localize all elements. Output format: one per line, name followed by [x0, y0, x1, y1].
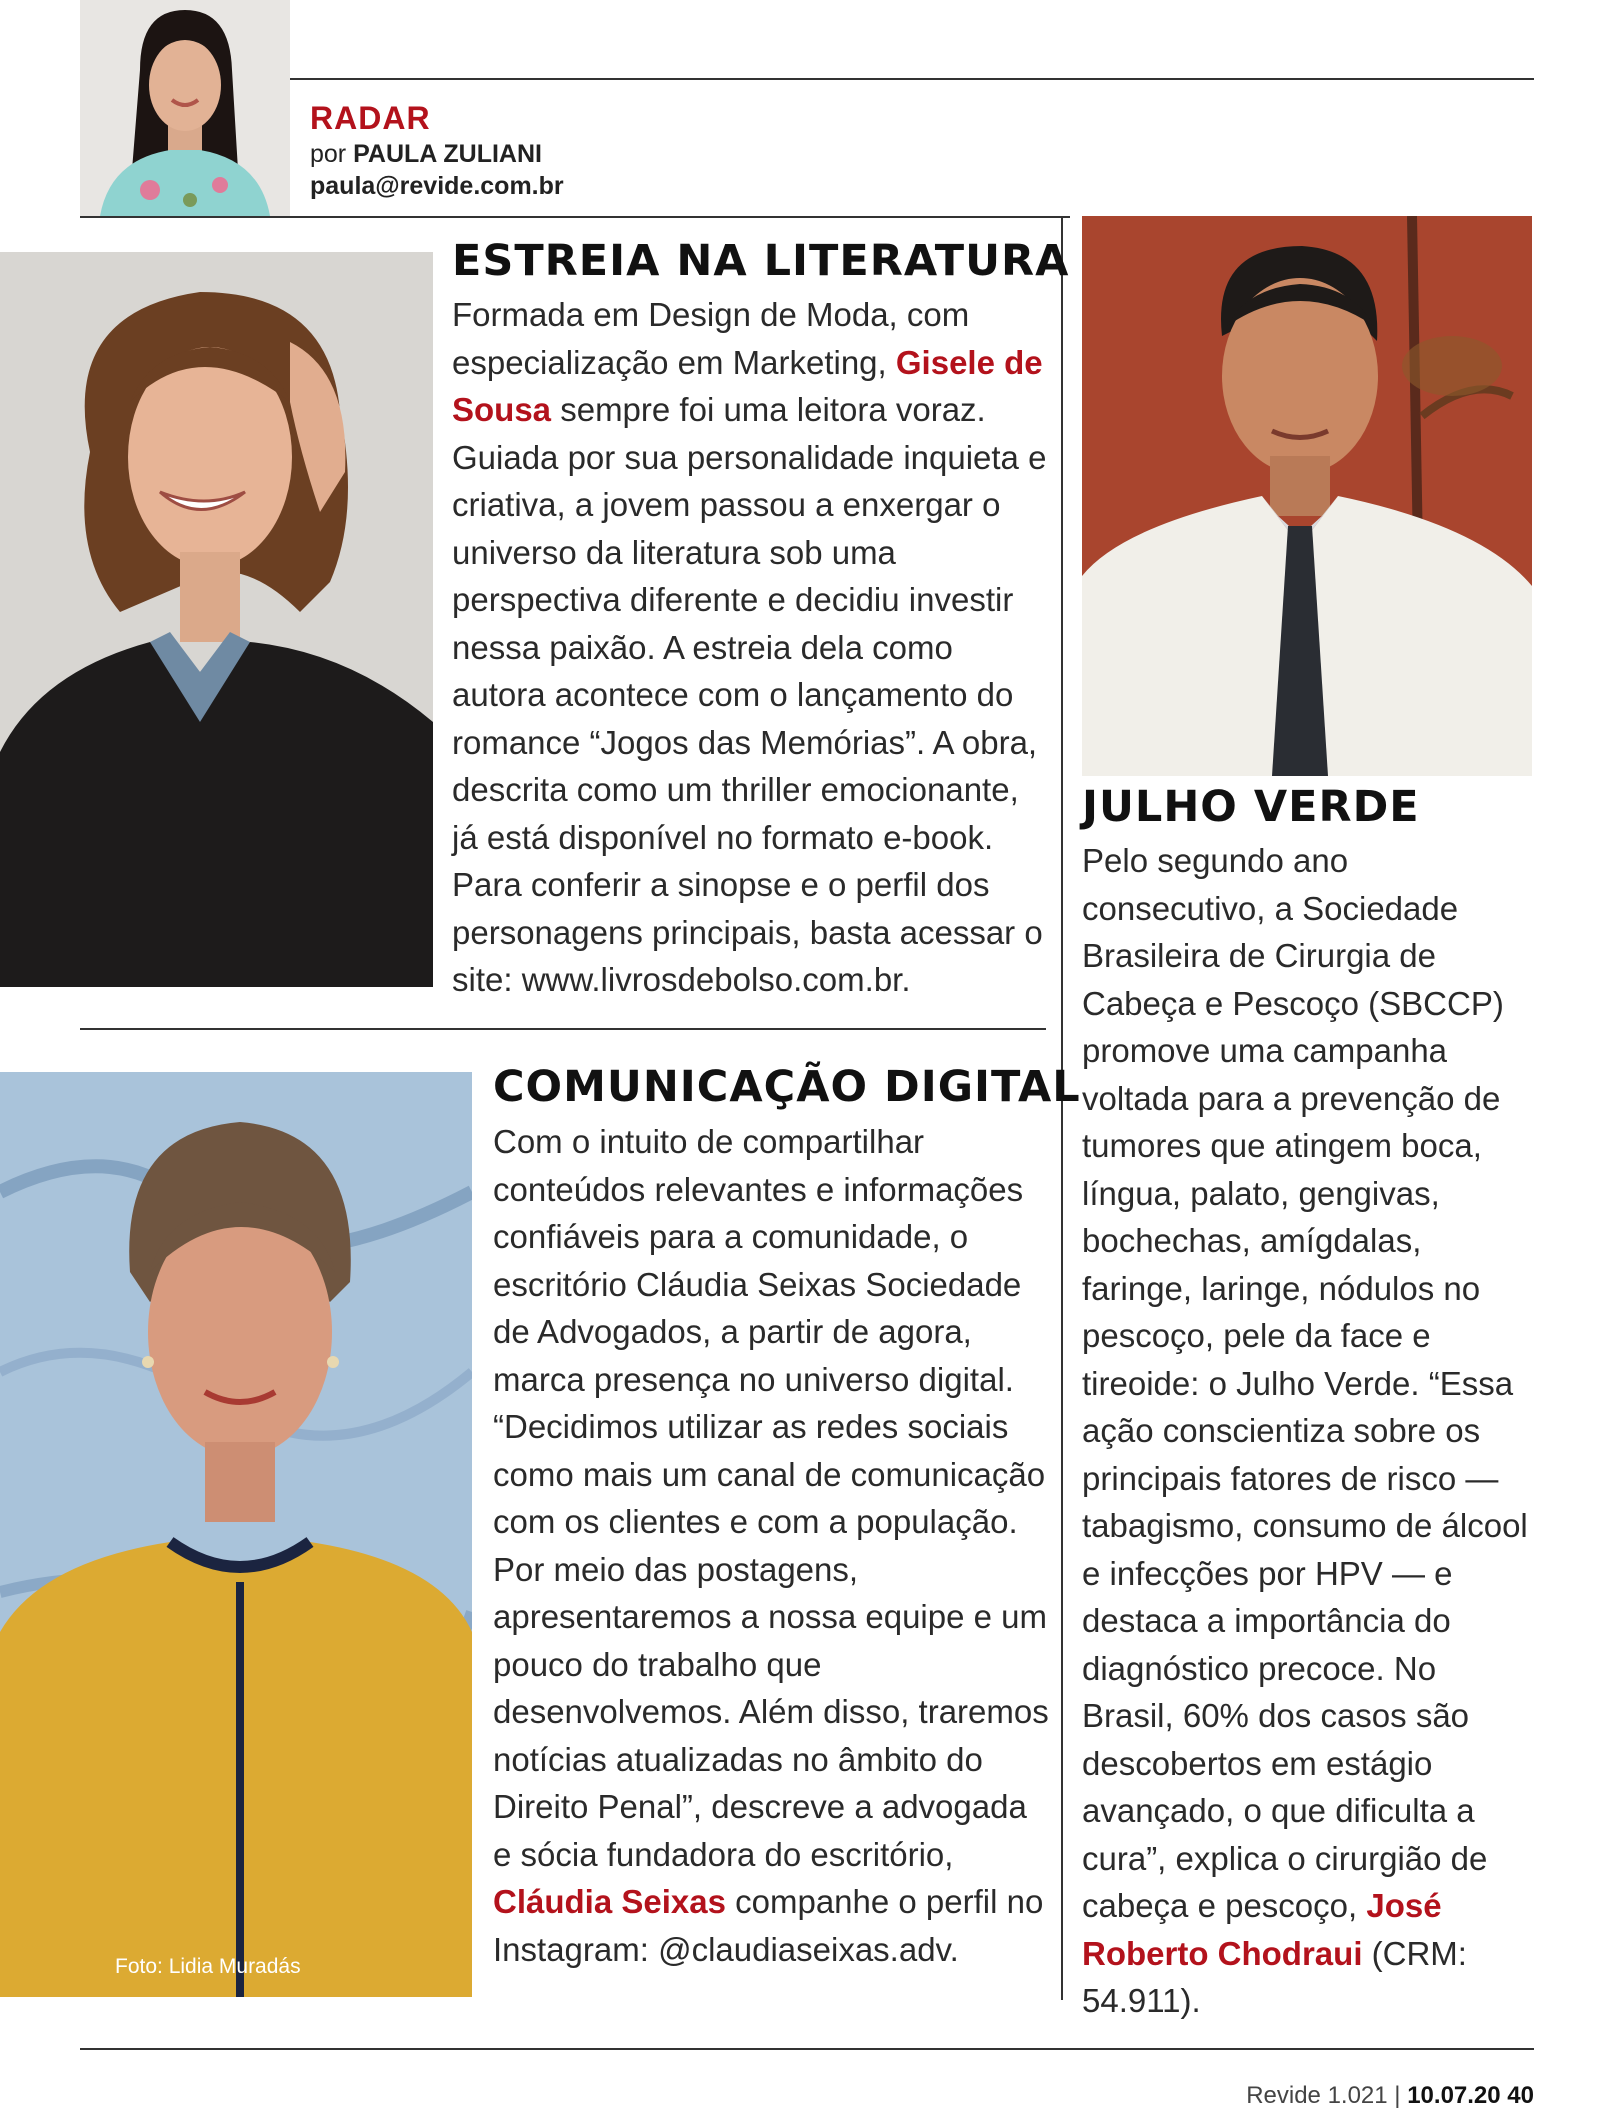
footer-rule [80, 2048, 1534, 2050]
body-literatura [452, 291, 1052, 1004]
byline [310, 140, 542, 169]
author-portrait [80, 0, 290, 216]
page-number: 40 [1507, 2082, 1534, 2109]
gisele-photo [0, 252, 433, 987]
headline-julho: JULHO VERDE [1082, 782, 1420, 832]
section-label: RADAR [310, 100, 431, 136]
name-claudia: Cláudia Seixas [493, 1883, 726, 1920]
headline-literatura: ESTREIA NA LITERATURA [452, 236, 1070, 286]
text-julho-before: Pelo segundo ano consecutivo, a Sociedade Brasileira de Cirurgia de Cabeça e Pescoço (SBCCP) promove uma campanha voltada para a prevenção de tumores que atingem boca, língua, palato, gengivas, bochechas, amígdalas, faringe, laringe, nódulos no pescoço, pele da face e tireoide: o Julho Verde. “Essa ação conscientiza sobre os principais fatores de risco — tabagismo, consumo de álcool e infecções por HPV — e destaca a importância do diagnóstico precoce. No Brasil, 60% dos casos são descobertos em estágio avançado, o que dificulta a cura”, explica o cirurgião de cabeça e pescoço, [1082, 842, 1528, 1924]
body-julho [1082, 837, 1532, 2025]
text-julho-after: (CRM: 54.911). [1082, 1934, 1467, 2019]
author-name: PAULA ZULIANI [353, 140, 542, 168]
byline-prefix: por [310, 140, 347, 168]
headline-comunicacao: COMUNICAÇÃO DIGITAL [493, 1062, 1081, 1112]
text-comunicacao-before: Com o intuito de compartilhar conteúdos relevantes e informações confiáveis para a comunidade, o escritório Cláudia Seixas Sociedade de Advogados, a partir de agora, marca presença no universo digital. “Decidimos utilizar as redes sociais como mais um canal de comunicação com os clientes e com a população. Por meio das postagens, apresentaremos a nossa equipe e um pouco do trabalho que desenvolvemos. Além disso, traremos notícias atualizadas no âmbito do Direito Penal”, descreve a advogada e sócia fundadora do escritório, [493, 1123, 1049, 1873]
page-footer [1246, 2082, 1534, 2110]
article-divider [80, 1028, 1046, 1030]
text-literatura-after: sempre foi uma leitora voraz. Guiada por sua personalidade inquieta e criativa, a jovem passou a enxergar o universo da literatura sob uma perspectiva diferente e decidiu investir nessa paixão. A estreia dela como autora acontece com o lançamento do romance “Jogos das Memórias”. A obra, descrita como um thriller emocionante, já está disponível no formato e-book. Para conferir a sinopse e o perfil dos personagens principais, basta acessar o site: www.livrosdebolso.com.br. [452, 391, 1047, 998]
header-rule-top [290, 78, 1534, 80]
name-gisele: Gisele de Sousa [452, 343, 1043, 428]
body-comunicacao [493, 1118, 1053, 1973]
photo-credit: Foto: Lidia Muradás [115, 1955, 301, 1978]
claudia-photo [0, 1072, 472, 1997]
footer-separator: | [1394, 2082, 1401, 2109]
name-jose-roberto: José Roberto Chodraui [1082, 1887, 1442, 1972]
author-email[interactable]: paula@revide.com.br [310, 172, 564, 200]
text-literatura-before: Formada em Design de Moda, com especialização em Marketing, [452, 296, 970, 381]
text-comunicacao-after: companhe o perfil no Instagram: @claudiaseixas.adv. [493, 1883, 1044, 1968]
issue-date: 10.07.20 [1407, 2082, 1501, 2109]
magazine-issue: Revide 1.021 [1246, 2082, 1388, 2109]
jose-roberto-photo [1082, 216, 1532, 776]
header-rule-bottom [80, 216, 1070, 218]
